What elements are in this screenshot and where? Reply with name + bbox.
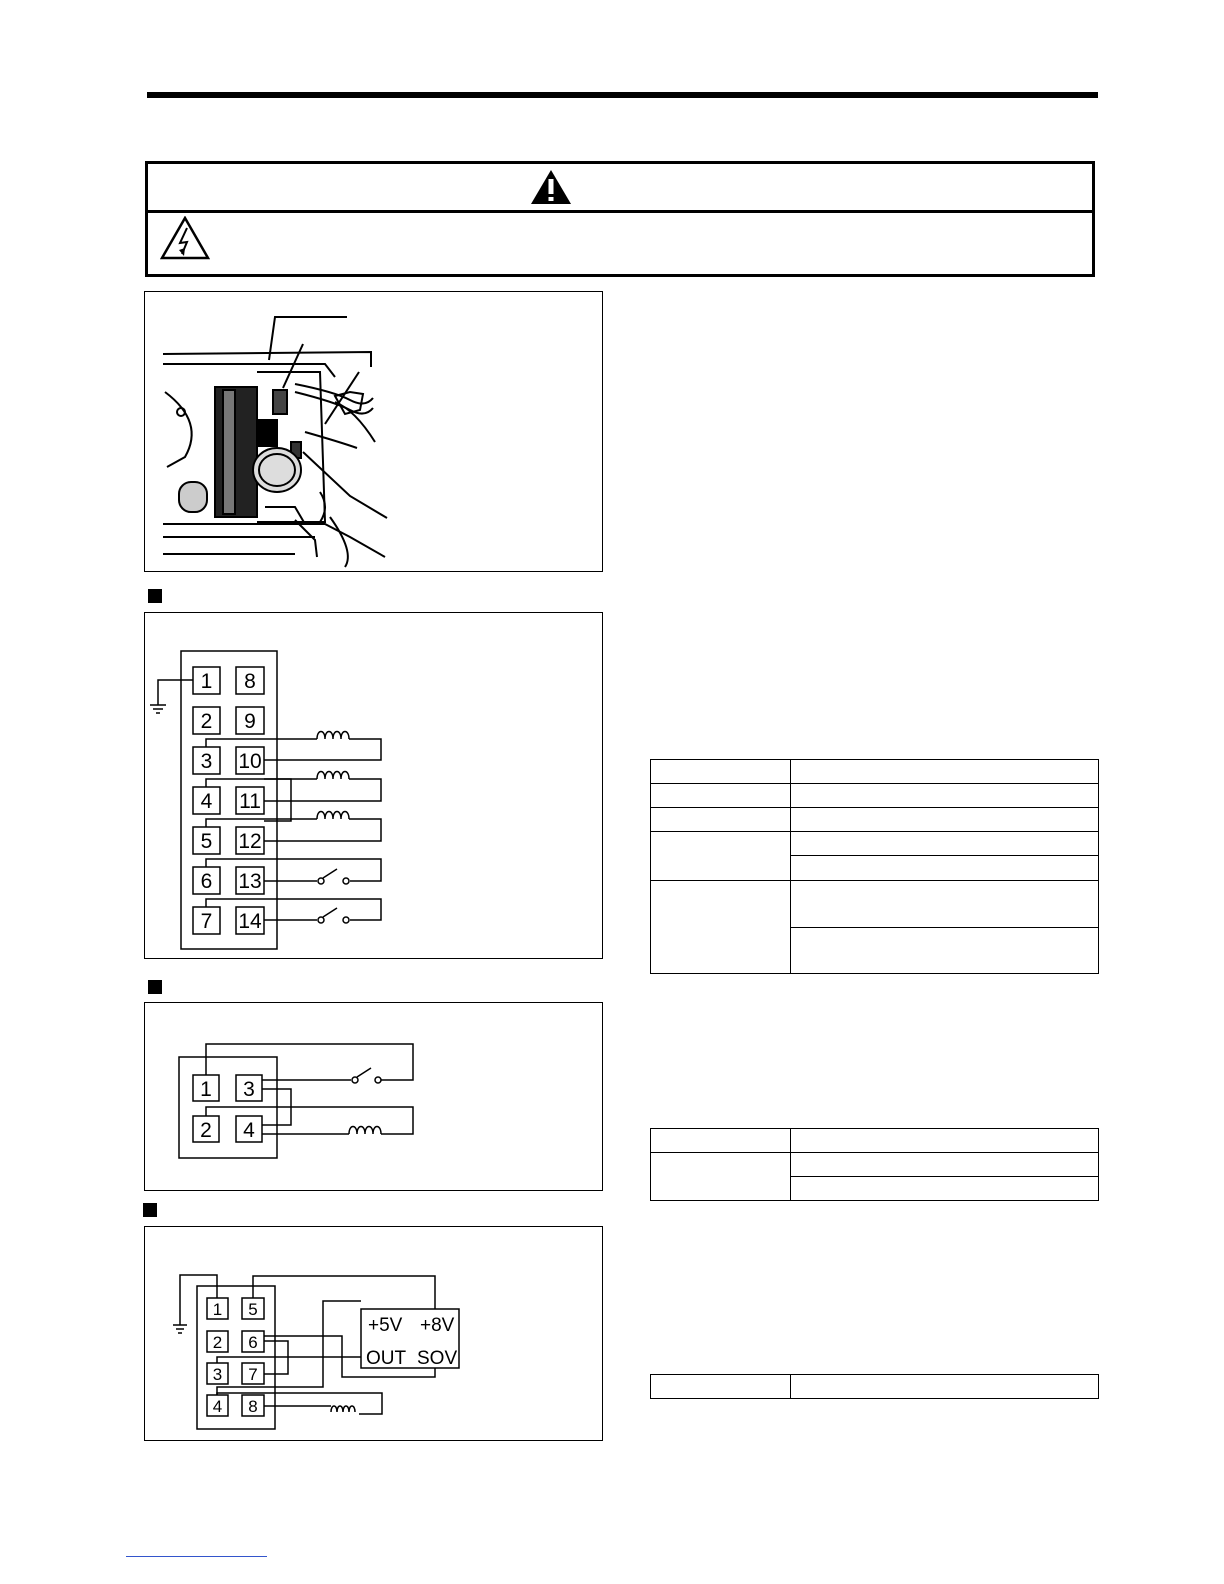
module-label-out: OUT: [366, 1348, 407, 1369]
table-row: [651, 760, 1099, 784]
table-cell: [651, 1129, 791, 1153]
module-label-8v: +8V: [420, 1315, 455, 1336]
connector-4pin-figure: [144, 1002, 603, 1191]
pcb-photo-figure: [144, 291, 603, 572]
pin-label: 2: [200, 710, 213, 733]
table-row: [651, 784, 1099, 808]
table-cell: [791, 881, 1099, 928]
table-cell: [791, 832, 1099, 856]
connector-8pin-figure: [144, 1226, 603, 1441]
pin-label: 8: [244, 670, 256, 693]
pin-label: 1: [200, 670, 213, 693]
pin-label: 10: [238, 750, 262, 773]
table-row: [651, 1375, 1099, 1399]
module-label-sov: SOV: [417, 1348, 458, 1369]
table-cell: [791, 1177, 1099, 1201]
pin-label: 1: [200, 1078, 212, 1101]
table-cell: [791, 1153, 1099, 1177]
table-cell: [791, 1375, 1099, 1399]
pin-label: 7: [200, 910, 213, 933]
spec-table-3: [650, 1374, 1099, 1399]
pin-label: 4: [243, 1119, 255, 1142]
table-cell: [791, 928, 1099, 974]
spec-table-2: [650, 1128, 1099, 1201]
table-row: [651, 1129, 1099, 1153]
pin-label: 6: [248, 1333, 258, 1352]
bottom-link-underline[interactable]: [126, 1556, 267, 1557]
table-cell: [651, 1153, 791, 1201]
connector-14pin-diagram: [145, 613, 601, 957]
table-cell: [651, 881, 791, 974]
header-rule: [147, 92, 1098, 98]
section-marker-14pin: [148, 589, 162, 603]
pin-label: 2: [200, 1119, 212, 1142]
connector-4pin-diagram: [145, 1003, 601, 1189]
table-cell: [651, 1375, 791, 1399]
pcb-photo: [145, 292, 601, 570]
pin-label: 9: [244, 710, 256, 733]
pin-label: 5: [200, 830, 213, 853]
table-row: [651, 832, 1099, 856]
table-row: [651, 881, 1099, 928]
pin-label: 3: [200, 750, 213, 773]
pin-label: 3: [212, 1365, 223, 1384]
pin-label: 8: [248, 1397, 258, 1416]
table-cell: [791, 1129, 1099, 1153]
warning-header: [148, 164, 1092, 213]
table-cell: [651, 784, 791, 808]
pin-label: 4: [200, 790, 213, 813]
pin-label: 6: [200, 870, 213, 893]
warning-box: [145, 161, 1095, 277]
table-cell: [791, 784, 1099, 808]
pin-label: 14: [238, 910, 262, 933]
table-cell: [791, 856, 1099, 881]
pin-label: 11: [239, 790, 261, 813]
module-label-5v: +5V: [368, 1315, 403, 1336]
pin-label: 12: [238, 830, 262, 853]
table-cell: [791, 808, 1099, 832]
electric-shock-icon: [160, 216, 210, 265]
table-cell: [651, 808, 791, 832]
pin-label: 3: [243, 1078, 255, 1101]
pin-label: 7: [248, 1365, 258, 1384]
connector-8pin-diagram: [145, 1227, 601, 1439]
table-cell: [791, 760, 1099, 784]
spec-table-1: [650, 759, 1099, 974]
table-row: [651, 808, 1099, 832]
pin-label: 1: [212, 1300, 223, 1319]
section-marker-8pin: [143, 1203, 157, 1217]
pin-label: 4: [212, 1397, 223, 1416]
connector-14pin-figure: [144, 612, 603, 959]
pin-label: 13: [238, 870, 262, 893]
table-row: [651, 1153, 1099, 1177]
table-cell: [651, 760, 791, 784]
pin-label: 2: [212, 1333, 223, 1352]
warning-triangle-icon: [530, 169, 572, 205]
section-marker-4pin: [148, 980, 162, 994]
pin-label: 5: [248, 1300, 258, 1319]
table-cell: [651, 832, 791, 881]
